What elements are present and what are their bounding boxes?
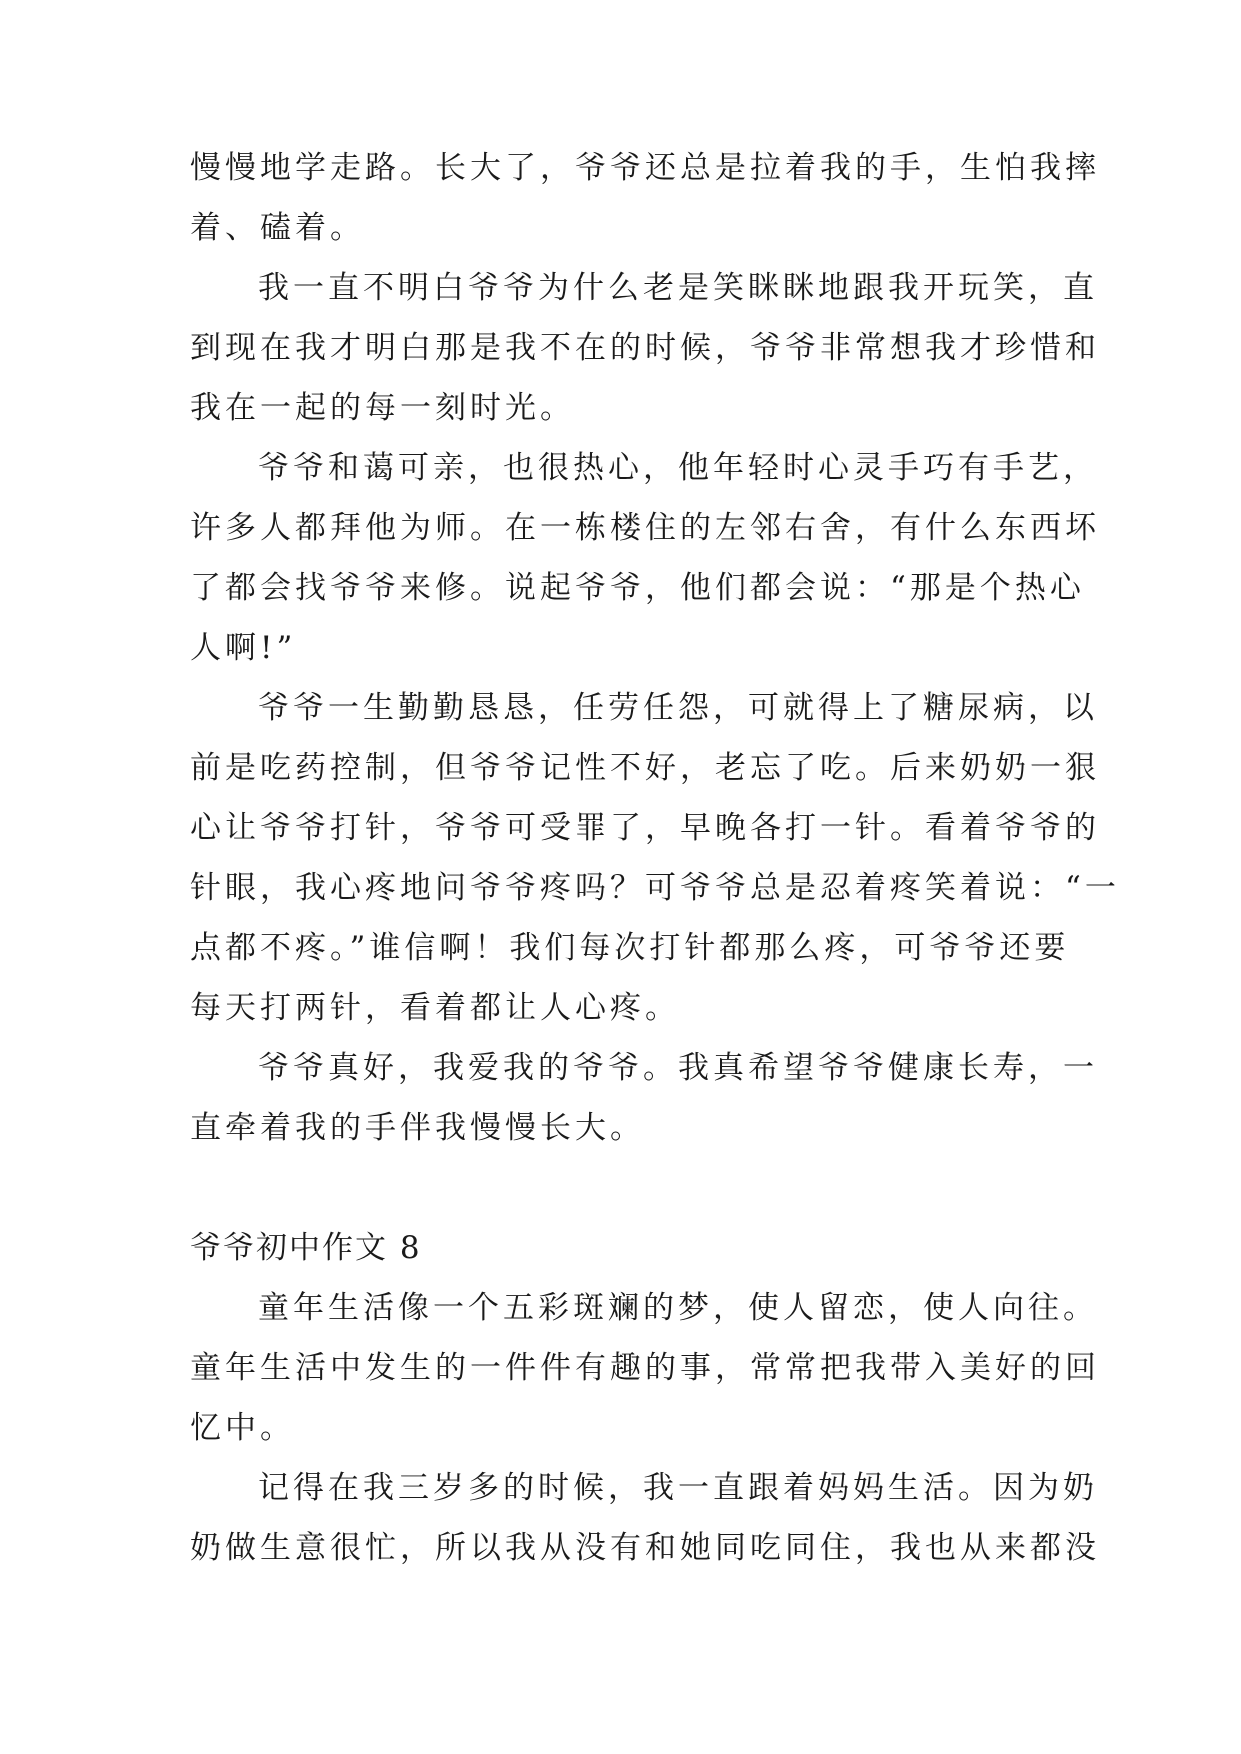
text-line: 童年生活中发生的一件件有趣的事，常常把我带入美好的回 xyxy=(190,1350,1100,1386)
text-line: 每天打两针，看着都让人心疼。 xyxy=(190,990,680,1026)
text-line: 着、磕着。 xyxy=(190,210,365,246)
text-line: 许多人都拜他为师。在一栋楼住的左邻右舍，有什么东西坏 xyxy=(190,510,1100,546)
text-line: 心让爷爷打针，爷爷可受罪了，早晚各打一针。看着爷爷的 xyxy=(190,810,1100,846)
paragraph-first-line: 爷爷和蔼可亲，也很热心，他年轻时心灵手巧有手艺， xyxy=(258,450,1098,486)
text-line: 奶做生意很忙，所以我从没有和她同吃同住，我也从来都没 xyxy=(190,1530,1100,1566)
text-line: 直牵着我的手伴我慢慢长大。 xyxy=(190,1110,645,1146)
paragraph-first-line: 爷爷一生勤勤恳恳，任劳任怨，可就得上了糖尿病，以 xyxy=(258,690,1098,726)
section-heading: 爷爷初中作文 8 xyxy=(190,1230,422,1266)
paragraph-first-line: 童年生活像一个五彩斑斓的梦，使人留恋，使人向往。 xyxy=(258,1290,1098,1326)
text-line: 到现在我才明白那是我不在的时候，爷爷非常想我才珍惜和 xyxy=(190,330,1100,366)
text-line: 针眼，我心疼地问爷爷疼吗？可爷爷总是忍着疼笑着说：“一 xyxy=(190,870,1120,906)
text-line: 忆中。 xyxy=(190,1410,295,1446)
paragraph-first-line: 爷爷真好，我爱我的爷爷。我真希望爷爷健康长寿，一 xyxy=(258,1050,1098,1086)
text-line: 前是吃药控制，但爷爷记性不好，老忘了吃。后来奶奶一狠 xyxy=(190,750,1100,786)
text-line: 点都不疼。”谁信啊！我们每次打针都那么疼，可爷爷还要 xyxy=(190,930,1070,966)
paragraph-first-line: 我一直不明白爷爷为什么老是笑眯眯地跟我开玩笑，直 xyxy=(258,270,1098,306)
text-line: 人啊!” xyxy=(190,630,297,666)
paragraph-first-line: 记得在我三岁多的时候，我一直跟着妈妈生活。因为奶 xyxy=(258,1470,1098,1506)
text-line: 慢慢地学走路。长大了，爷爷还总是拉着我的手，生怕我摔 xyxy=(190,150,1100,186)
text-line: 了都会找爷爷来修。说起爷爷，他们都会说：“那是个热心 xyxy=(190,570,1085,606)
text-line: 我在一起的每一刻时光。 xyxy=(190,390,575,426)
